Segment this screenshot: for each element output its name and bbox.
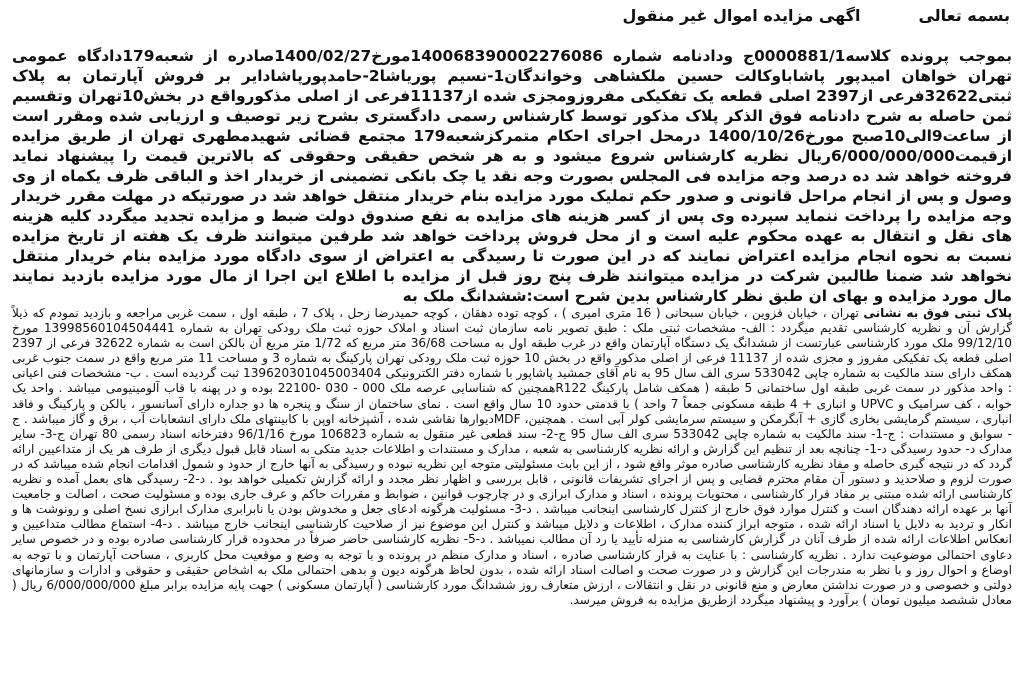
- expert-report-paragraph: [12, 306, 1012, 608]
- bismillah-heading: بسمه تعالی: [918, 6, 1010, 25]
- expert-report-text: تهران ، خیابان قزوین ، خیابان سبحانی ( 16 متری امیری ) ، کوچه توده دهقان ، کوچه حمیدرضا زحل ، پلاک 7 ، طبقه اول ، سمت غربی مراجعه و بازدید نمودم که ذیلاً گزارش آن و نظریه کارشناسی تقدیم میگردد : الف- مشخصات ثبتی ملک : طبق تصویر نامه سازمان ثبت اسناد و املاک حوزه ثبت ملک رودکی تهران به شماره 13998560104504441 مورخ 99/12/10 ملک مورد کارشناسی عبارتست از ششدانگ یک دستگاه آپارتمان واقع در غرب طبقه اول به مساحت 36/68 متر مربع که 1/72 متر مربع آن بالکن است به شماره 32622 فرعی از 2397 اصلی قطعه یک تفکیکی مفروز و مجزی شده از 11137 فرعی از اصلی مذکور واقع در بخش 10 حوزه ثبت ملک رودکی تهران پارکینگ به شماره 3 و مساحت 11 متر مربع واقع در سمت جنوب غربی همکف دارای سند مالکیت به شماره چاپی 533042 سری الف سال 95 به نام آقای جمشید پاشاپور با شماره دفتر الکترونیکی 139620301045003404 ثبت گردیده است . ب- مشخصات فنی اعیانی : واحد مذکور در سمت غربی طبقه اول ساختمانی 5 طبقه ( همکف شامل پارکینگ R122همچنین که شناسایی عرصه ملک 000 - 030 -22100 بوده و در پهنه با قاب آلومینیومی میباشد . واحد یک خوابه ، کف سرامیک و UPVC و انباری + 4 طبقه مسکونی جمعاً 7 واحد ) با قدمتی حدود 10 سال واقع است . نمای ساختمان از سنگ و پنجره ها دو جداره دارای آسانسور ، بالکن و پارکینگ و فاقد انباری ، سیستم گرمایشی بخاری گازی + آبگرمکن و سیستم سرمایشی کولر آبی است . همچنین، MDFدیوارها نقاشی شده ، آشپزخانه اوپن با کابینتهای ملک دارای انشعابات آب ، برق و گاز میباشد . ج - سوابق و مستندات : ج-1- سند مالکیت به شماره چاپی 533042 سری الف سال 95 ج-2- سند قطعی غیر منقول به شماره 106823 مورخ 96/1/16 دفترخانه اسناد رسمی 80 تهران ج-3- سایر مدارک د- حدود رسیدگی د-1- چنانچه بعد از تنظیم این گزارش و ارائه نظریه کارشناسی به شعبه ، مدارک و مستندات و اطلاعات جدید متکی به اسناد قابل قبول دیگری از طرف هر یک از متداعیین ارائه گردد که در نتیجه گیری حاصله و مفاد نظریه کارشناسی صادره موثر واقع شود ، از این بابت مسئولیتی متوجه این نظریه نبوده و رسیدگی به آنها خارج از حدود و شمول اقدامات انجام شده میباشد که در صورت لزوم و صلاحدید و دستور آن مقام محترم قضایی و پس از اجرای تشریفات قانونی ، قابل بررسی و اظهار نظر مجدد و ارائه گزارش تکمیلی خواهد بود . د-2- رسیدگی های بعمل آمده و نظریه کارشناسی ارائه شده مبتنی بر مفاد قرار کارشناسی ، محتویات پرونده ، اسناد و مدارک ابرازی و در چارچوب قوانین ، ضوابط و مقررات حاکم و عرف جاری بوده و مسئولیت صحت ، اصالت و جامعیت آنها بر عهده ارائه دهندگان است و کنترل موارد فوق خارج از کنترل کارشناسی اینجانب میباشد . د-3- مسئولیت هرگونه ادعای جعل و مخدوش بودن یا نابرابری مدارک ابرازی نسخ اصلی و رونوشت ها و انکار و تردید به دلایل یا اسناد ارائه شده ، متوجه ابراز کننده مدارک ، اطلاعات و دلایل میباشد و کنترل این موضوع نیز از صلاحیت کارشناسی اینجانب خارج میباشد . د-4- استماع مطالب متداعیین و انعکاس اطلاعات ارائه شده از طرف آنان در گزارش کارشناسی به منزله تأیید یا رد آن مطالب نمیباشد . د-5- نظریه کارشناسی حاضر صرفاً در محدوده قرار کارشناسی صادره بوده و در خصوص سایر دعاوی احتمالی موضوعیت ندارد . نظریه کارشناسی : با عنایت به قرار کارشناسی صادره ، اسناد و مدارک منظم در پرونده و با توجه به وضع و موقعیت محل کاربری ، مساحت آپارتمان و با توجه به اوضاع و احوال روز و با نظر به مندرجات این گزارش و در صورت صحت و اصالت اسناد ارائه شده ، بدون لحاظ هرگونه دیون و بدهی احتمالی ملک به اشخاص حقیقی و حقوقی و ادارات و سازمانهای دولتی و خصوصی و در صورت نداشتن معارض و منع قانونی در نقل و انتقالات ، ارزش متعارف روز ششدانگ مورد کارشناسی ( آپارتمان مسکونی ) جهت پایه مزایده برابر مبلغ 6/000/000/000 ریال ( معادل ششصد میلیون تومان ) برآورد و پیشنهاد میگردد ازطریق مزایده به فروش میرسد.: [12, 306, 1013, 607]
- auction-main-paragraph: بموجب پرونده کلاسه0000881/1ج ودادنامه شماره 140068390002276086مورخ1400/02/27صادره از شعبه179دادگاه عمومی تهران خواهان امیدپور پاشاباوکالت حسین ملکشاهی وخواندگان1-نسیم پوریاشا2-حامدپورپاشادایر بر فروش آپارتمان به پلاک ثبتی32622فرعی از2397 اصلی قطعه یک تفکیکی مفروزومجزی شده از11137فرعی از اصلی مذکورواقع در بخش10تهران وتقسیم ثمن حاصله به شرح دادنامه فوق الذکر پلاک مذکور توسط کارشناس رسمی دادگستری بشرح زیر توصیف و ارزیابی شده ومقرر است از ساعت9الی10صبح مورخ1400/10/26 درمحل اجرای احکام متمرکزشعبه179 مجتمع قضائی شهیدمطهری تهران از طریق مزایده ازقیمت6/000/000/000ریال نظریه کارشناس شروع میشود و به هر شخص حقیقی وحقوقی که بالاترین قیمت را پیشنهاد نماید فروخته خواهد شد ده درصد وجه مزایده فی المجلس بصورت وجه نقد یا چک بانکی تضمینی از خریدار اخذ و الباقی ظرف یکماه از وی وصول و پس از انجام مراحل قانونی و صدور حکم تملیک مورد مزایده بنام خریدار منتقل خواهد شد در صورتیکه در مهلت مقرر خریدار وجه مزایده را پرداخت ننماید سپرده وی پس از کسر هزینه های مزایده به نفع صندوق دولت ضبط و مزایده تجدید میگردد کلیه هزینه های نقل و انتقال به عهده محکوم علیه است و از محل فروش پرداخت خواهد شد طرفین میتوانند ظرف یک هفته از تاریخ مزایده نسبت به نحوه انجام مزایده اعتراض نمایند که در این صورت تا رسیدگی به اعتراض از سوی دادگاه مورد مزایده بنام خریدار منتقل نخواهد شد ضمنا طالبین شرکت در مزایده میتوانند ظرف پنج روز قبل از مزایده با اطلاع این اجرا از مال مورد مزایده بازدید نمایند مال مورد مزایده و بهای ان طبق نظر کارشناس بدین شرح است:ششدانگ ملک به: [12, 47, 1013, 305]
- expert-report-lead: پلاک ثبتی فوق به نشانی: [863, 306, 1012, 320]
- notice-header: [12, 6, 1012, 36]
- notice-title: اگهی مزایده اموال غیر منقول: [622, 6, 861, 25]
